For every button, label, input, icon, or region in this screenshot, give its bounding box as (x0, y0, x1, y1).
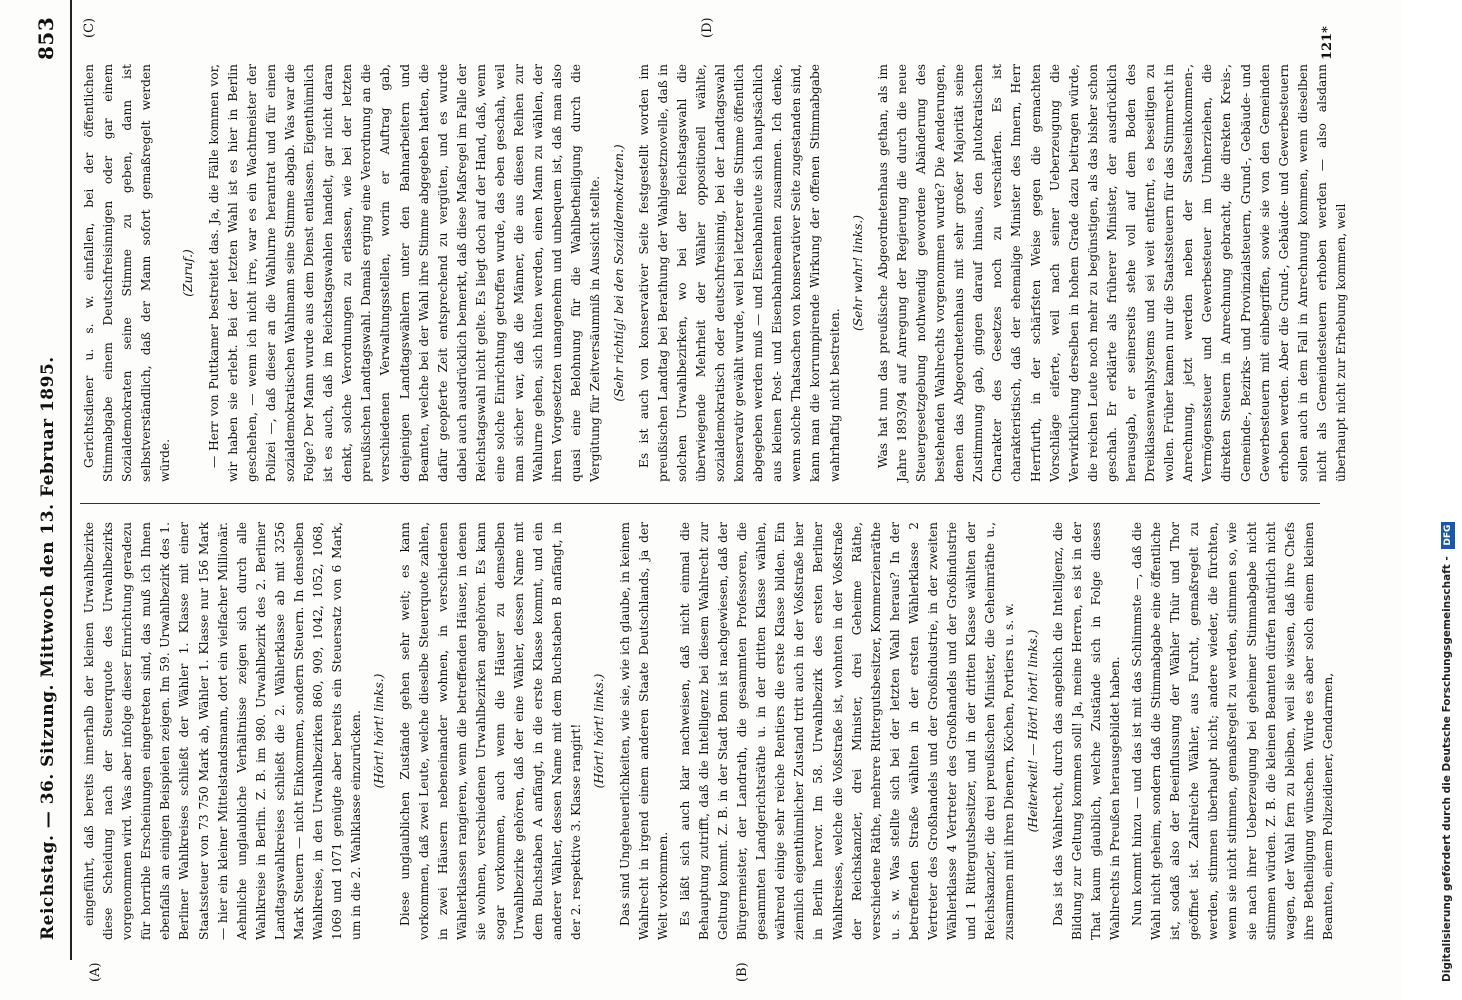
dfg-logo: DFG (1441, 522, 1455, 549)
printer-signature: 121* (1320, 26, 1335, 60)
page-header (28, 0, 68, 1000)
text-column-left (80, 522, 1335, 940)
page-number: 853 (34, 16, 58, 60)
left-column-interjection: (Hört! hört! links.) (592, 673, 607, 789)
digitization-strip (1402, 0, 1453, 1000)
left-column-paragraph: eingeführt, daß bereits innerhalb der kleinen Urwahlbezirke diese Scheidung nach der Steuerquote des Urwahlbezirks vorgenommen wird. Was aber infolge dieser Einrichtung geradezu für horrible Erscheinungen eingetreten sind, das muß ich Ihnen ebenfalls an einigen Beispielen zeigen. Im 59. Urwahlbezirk des 1. Berliner Wahlkreises schließt der Wähler 1. Klasse mit einer Staatssteuer von 73 750 Mark ab, Wähler 1. Klasse nur 156 Mark — hier ein kleiner Mittelstandsmann, dort ein vielfacher Millionär. Aehnliche unglaubliche Verhältnisse zeigen sich durch alle Wahlkreise in Berlin. Z. B. im 980. Urwahlbezirk des 2. Berliner Landtagswahlkreises schließt die 2. Wählerklasse ab mit 3256 Mark Steuern — nicht Einkommen, sondern Steuern. In denselben Wahlkreise, in den Urwahlbezirken 860, 909, 1042, 1052, 1068, 1069 und 1071 genügte aber bereits ein Steuersatz von 6 Mark, um in die 2. Wahlklasse einzurücken. (82, 522, 364, 940)
text-column-right (80, 64, 1348, 482)
left-column-paragraph: Es läßt sich auch klar nachweisen, daß nicht einmal die Behauptung zutrifft, daß die Intelligenz bei diesem Wahlrecht zur Geltung kommt. Z. B. in der Stadt Bonn ist nachgewiesen, daß der Bürgermeister, der Landrath, die gesammten Professoren, die gesammten Landgerichtsräthe u. in der dritten Klasse wählen, während einige sehr reiche Rentiers die erste Klasse bilden. Ein ziemlich eigenthümlicher Zustand tritt auch in der Voßstraße hier in Berlin hervor. Im 58. Urwahlbezirk des ersten Berliner Wahlkreises, welche die Voßstraße ist, wohnten in der Voßstraße der Reichskanzler, drei Minister, drei Geheime Räthe, verschiedene Räthe, mehrere Rittergutsbesitzer, Kommerzienräthe u. s. w. Was stellte sich bei der letzten Wahl heraus? In der betreffenden Straße wählten in der ersten Wählerklasse 2 Vertreter des Großhandels und der Großindustrie, in der zweiten Wählerklasse 4 Vertreter des Großhandels und der Großindustrie und 1 Rittergutsbesitzer, und in der dritten Klasse wählten der Reichskanzler, die drei preußischen Minister, die Geheimräthe u., zusammen mit ihren Dienern, Köchen, Portiers u. s. w. (677, 522, 1017, 940)
digitization-credit-text: Digitalisierung gefördert durch die Deutsche Forschungsgemeinschaft - (1441, 556, 1453, 982)
right-column-paragraph: Gerichtsdiener u. s. w. einfallen, bei der öffentlichen Stimmabgabe einem Deutschfreisinnigen oder gar einem Sozialdemokraten seine Stimme zu geben, dann ist selbstverständlich, daß der Mann sofort gemaßregelt werden würde. (82, 64, 173, 482)
left-column-paragraph: Diese unglaublichen Zustände gehen sehr weit; es kann vorkommen, daß zwei Leute, welche dieselbe Steuerquote zahlen, in zwei Häusern nebeneinander wohnen, in verschiedenen Wählerklassen rangieren, wenn die betreffenden Häuser, in denen sie wohnen, verschiedenen Urwahlbezirken angehören. Es kann sogar vorkommen, auch wenn die Häuser zu demselben Urwahlbezirke gehören, daß der eine Wähler, dessen Name mit dem Buchstaben A anfängt, in die erste Klasse kommt, und ein anderer Wähler, dessen Name mit dem Buchstaben B anfängt, in der 2. respektive 3. Klasse rangirt! (397, 522, 584, 940)
right-column-interjection: (Sehr richtig! bei den Sozialdemokraten.) (611, 144, 626, 402)
left-column-paragraph: Nun kommt hinzu — und das ist mit das Schlimmste —, daß die Wahl nicht geheim, sondern daß die Stimmabgabe eine öffentliche ist, sodaß also der Beeinflussung der Wähler Thür und Thor geöffnet ist. Zahlreiche Wähler, aus Furcht, gemaßregelt zu werden, stimmen überhaupt nicht; andere wieder, die fürchten, wenn sie nicht stimmen, gemaßregelt zu werden, stimmen so, wie sie nach ihrer Ueberzeugung bei geheimer Stimmabgabe nicht stimmen würden. Z. B. die kleinen Beamten dürfen natürlich nicht wagen, der Wahl fern zu bleiben, weil sie wissen, daß ihre Chefs ihre Betheiligung wünschen. Würde es aber solch einem kleinen Beamten, einem Polizeidiener, Gendarmen, (1129, 522, 1335, 940)
running-title: Reichstag. — 36. Sitzung. Mittwoch den 13. Februar 1895. (38, 356, 58, 940)
column-divider (80, 503, 1320, 504)
margin-marker-d: (D) (700, 17, 715, 38)
right-column-paragraph: Es ist auch von konservativer Seite festgestellt worden im preußischen Landtag bei Berathung der Wahlgesetznovelle, daß in solchen Urwahlbezirken, wo bei der Reichstagswahl die überwiegende Mehrheit der Wähler oppositionell wählte, sozialdemokratisch oder deutschfreisinnig, bei der Landtagswahl konservativ gewählt wurde, weil bei letzterer die Stimme öffentlich abgegeben werden muß — und Eisenbahnleute sich hauptsächlich aus kleinen Post- und Eisenbahnbeamten zusammen. Ich denke, wenn solche Thatsachen von konservativer Seite zugestanden sind, kann man die korrumpirende Wirkung der offenen Stimmabgabe wahrhaftig nicht bestreiten. (636, 64, 842, 482)
left-column-interjection: (Hört! hört! links.) (372, 673, 387, 789)
digitization-credit (1432, 0, 1462, 1000)
right-column-interjection: (Sehr wahr! links.) (850, 215, 865, 331)
left-column-interjection: (Heiterkeit! — Hört! hört! links.) (1025, 629, 1040, 833)
margin-marker-b: (B) (735, 962, 750, 982)
left-column-paragraph: Das ist das Wahlrecht, durch das angeblich die Intelligenz, die Bildung zur Geltung kommen soll! Ja, meine Herren, es ist in der That kaum glaublich, welche Zustände sich in Folge dieses Wahlrechts in Preußen herausgebildet haben. (1050, 522, 1122, 940)
right-column-interjection: (Zuruf.) (181, 249, 196, 297)
right-column-paragraph: Was hat nun das preußische Abgeordnetenhaus gethan, als im Jahre 1893/94 auf Anregung der Regierung die durch die neue Steuergesetzgebung nothwendig gewordene Abänderung des bestehenden Wahlrechts vorgenommen wurde? Die Aenderungen, denen das Abgeordnetenhaus mit sehr großer Majorität seine Zustimmung gab, gingen darauf hinaus, den plutokratischen Charakter des Gesetzes noch zu verschärfen. Es ist charakteristisch, daß der ehemalige Minister des Innern, Herr Herrfurth, in der schärfsten Weise gegen die gemachten Vorschläge eiferte, weil nach seiner Ueberzeugung die Verwirklichung derselben in hohem Grade dazu beitragen würde, die reichen Leute noch mehr zu begünstigen, als das bisher schon geschah. Er erklärte als früherer Minister, der ausdrücklich herausgab, er seinerseits stehe voll auf dem Boden des Dreiklassenwahlsystems und sei weit entfernt, es beseitigen zu wollen. Früher kamen nur die Staatssteuern für das Stimmrecht in Anrechnung, jetzt werden neben der Staatseinkommen-, Vermögenssteuer und Gewerbesteuer im Umherziehen, die direkten Steuern in Anrechnung gebracht, die direkten Kreis-, Gemeinde-, Bezirks- und Provinzialsteuern, Grund-, Gebäude- und Gewerbesteuern mit einbegriffen, sowie sie von den Gemeinden erhoben werden. Aber die Grund-, Gebäude- und Gewerbesteuern sollen auch in dem Fall in Anrechnung kommen, wenn dieselben nicht als Gemeindesteuern erhoben werden — also alsdann überhaupt nicht zur Erhebung kommen, weil (875, 64, 1348, 482)
margin-marker-c: (C) (82, 17, 97, 38)
right-column-paragraph: — Herr von Puttkamer bestreitet das. Ja, die Fälle kommen vor, wir haben sie erlebt. Bei der letzten Wahl ist es hier in Berlin geschehen, — wenn ich nicht irre, war es ein Wachtmeister der Polizei —, daß dieser an die Wahlurne herantrat und für einen sozialdemokratischen Wahlmann seine Stimme abgab. Was war die Folge? Der Mann wurde aus dem Dienst entlassen. Eigenthümlich ist es auch, daß im Reichstagswahlen handelt, gar nicht daran denkt, solche Verordnungen zu erlassen, wie bei der letzten preußischen Landtagswahl. Damals erging eine Verordnung an die verschiedenen Verwaltungsstellen, worin er Auftrag gab, denjenigen Landtagswählern unter den Bahnarbeitern und Beamten, welche bei der Wahl ihre Stimme abgegeben hatten, die dafür geopferte Zeit entsprechend zu vergüten, und es wurde dabei auch ausdrücklich bemerkt, daß diese Maßregel im Falle der Reichstagswahl nicht gelte. Es liegt doch auf der Hand, daß, wenn eine solche Einrichtung getroffen wurde, das eben geschah, weil man sicher war, daß die Männer, die aus diesen Reihen zur Wahlurne gehen, sich hüten werden, einen Mann zu wählen, der ihren Vorgesetzten unangenehm und unbequem ist, daß man also quasi eine Belohnung für die Wahlbetheiligung durch die Vergütung für Zeitversäumniß in Aussicht stellte. (206, 64, 603, 482)
header-rule (70, 0, 72, 960)
left-column-paragraph: Das sind Ungeheuerlichkeiten, wie sie, wie ich glaube, in keinem Wahlrecht in irgend einem anderen Staate Deutschlands, ja der Welt vorkommen. (617, 522, 670, 940)
margin-marker-a: (A) (88, 962, 103, 982)
